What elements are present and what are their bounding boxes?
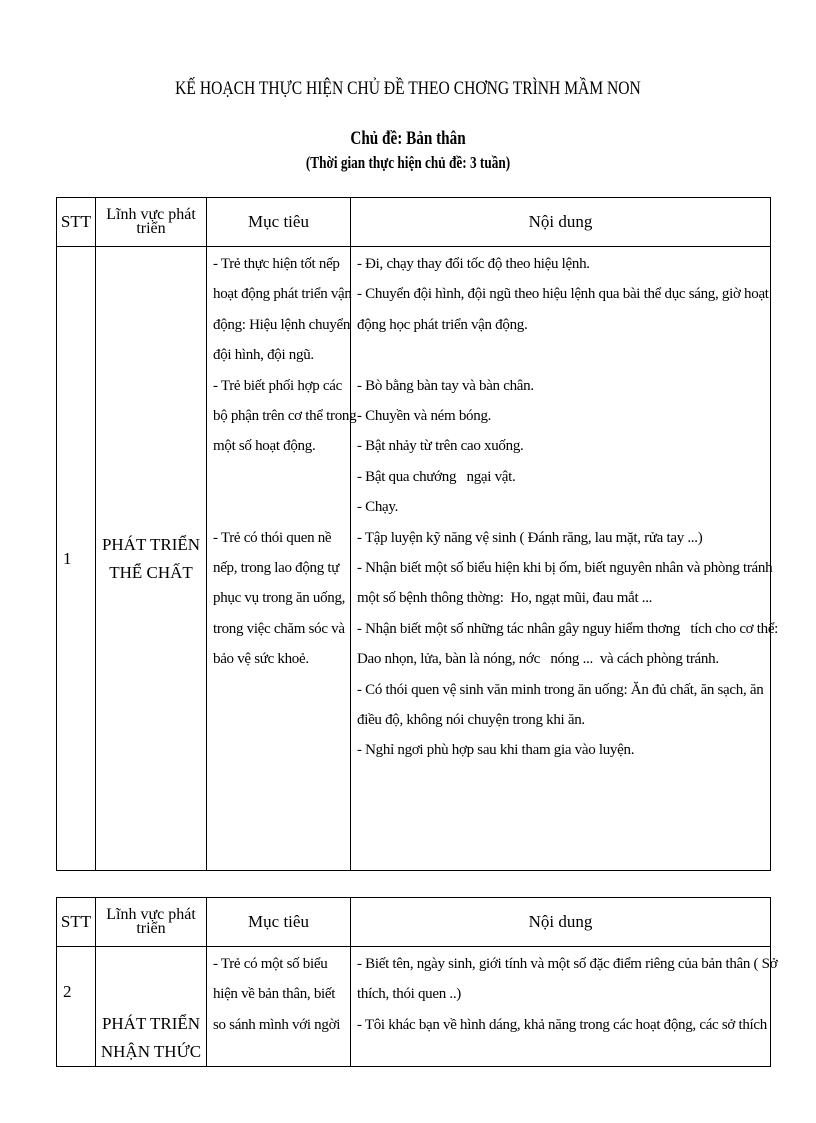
header-goals: Mục tiêu: [207, 198, 351, 247]
content-line: - Nhận biết một số biểu hiện khi bị ốm, biết nguyên nhân và phòng tránh: [357, 560, 773, 577]
row-content: [351, 247, 779, 871]
header-area: [96, 198, 207, 247]
goals-line: một số hoạt động.: [213, 438, 316, 455]
header-area-line1: Lĩnh vực phát: [106, 206, 196, 223]
content-list: [351, 947, 778, 1040]
row-area: [96, 947, 207, 1067]
goals-line: bộ phận trên cơ thể trong: [213, 408, 357, 425]
content-line: một số bệnh thông thờng: Ho, ngạt mũi, đau mắt ...: [357, 590, 653, 607]
table-row: [57, 247, 771, 871]
goals-line: - Trẻ biết phối hợp các: [213, 377, 342, 394]
header-area-line1: Lĩnh vực phát: [106, 906, 196, 923]
content-line: động học phát triển vận động.: [357, 316, 528, 333]
row-area-line2: THỂ CHẤT: [109, 562, 193, 582]
document-title: KẾ HOẠCH THỰC HIỆN CHỦ ĐỀ THEO CHƠNG TRÌNH MẦM NON: [175, 78, 641, 99]
content-line: - Đi, chạy thay đổi tốc độ theo hiệu lệnh.: [357, 256, 590, 272]
content-line: - Bật qua chướng ngại vật.: [357, 468, 516, 485]
goals-line: hoạt động phát triển vận: [213, 286, 352, 303]
header-area-line2: triển: [136, 920, 166, 937]
goals-list: [207, 247, 357, 675]
content-line: - Nhận biết một số những tác nhân gây nguy hiểm thơng tích cho cơ thể:: [357, 620, 779, 637]
content-line: - Chuyền và ném bóng.: [357, 408, 492, 425]
row-area-line1: PHÁT TRIỂN: [101, 1014, 201, 1033]
row-stt: 1: [57, 247, 96, 871]
goals-line: động: Hiệu lệnh chuyển: [213, 316, 351, 333]
goals-list: [207, 947, 350, 1040]
goals-line: - Trẻ có một số biểu: [213, 956, 328, 972]
content-line: - Có thói quen vệ sinh văn minh trong ăn uống: Ăn đủ chất, ăn sạch, ăn: [357, 681, 764, 698]
goals-line: hiện về bản thân, biết: [213, 986, 336, 1003]
content-line: - Bò bằng bàn tay và bàn chân.: [357, 377, 534, 394]
goals-line: trong việc chăm sóc và: [213, 620, 345, 637]
header-stt: STT: [57, 898, 96, 947]
goals-line: bảo vệ sức khoẻ.: [213, 651, 309, 668]
row-area: [96, 247, 207, 871]
table-header-row: [57, 198, 771, 247]
document-duration: (Thời gian thực hiện chủ đề: 3 tuần): [305, 153, 511, 172]
plan-table-1: [56, 197, 779, 871]
row-goals: [207, 247, 357, 871]
goals-line: nếp, trong lao động tự: [213, 560, 340, 577]
goals-line: - Trẻ có thói quen nề: [213, 529, 332, 546]
document-subtitle: Chủ đề: Bản thân: [350, 128, 466, 149]
content-line: - Biết tên, ngày sinh, giới tính và một số đặc điểm riêng của bản thân ( Sở: [357, 956, 778, 972]
table-header-row: [57, 898, 771, 947]
row-area-line1: PHÁT TRIỂN: [101, 534, 201, 554]
goals-line: phục vụ trong ăn uống,: [213, 590, 346, 607]
goals-line: [213, 462, 347, 492]
goals-line: - Trẻ thực hiện tốt nếp: [213, 256, 340, 272]
goals-line: [213, 492, 347, 522]
goals-line: đội hình, đội ngũ.: [213, 347, 314, 364]
row-area-line2: NHẬN THỨC: [100, 1042, 202, 1061]
content-line: - Tôi khác bạn về hình dáng, khả năng trong các hoạt động, các sở thích: [357, 1016, 767, 1033]
content-list: [351, 247, 779, 766]
header-area-line2: triển: [136, 220, 166, 237]
content-line: - Chuyển đội hình, đội ngũ theo hiệu lệnh qua bài thể dục sáng, giờ hoạt: [357, 286, 769, 303]
goals-line: so sánh mình với ngời: [213, 1016, 341, 1033]
content-line: - Bật nhảy từ trên cao xuống.: [357, 438, 524, 455]
row-content: [351, 947, 778, 1067]
content-line: - Tập luyện kỹ năng vệ sinh ( Đánh răng, lau mặt, rửa tay ...): [357, 529, 703, 546]
content-line: điều độ, không nói chuyện trong khi ăn.: [357, 712, 585, 729]
row-goals: [207, 947, 351, 1067]
header-content: Nội dung: [351, 198, 771, 247]
header-stt: STT: [57, 198, 96, 247]
content-line: thích, thói quen ..): [357, 986, 461, 1003]
content-line: [357, 340, 767, 370]
content-line: Dao nhọn, lửa, bàn là nóng, nớc nóng ... và cách phòng tránh.: [357, 651, 719, 668]
table-row: [57, 947, 771, 1067]
content-line: - Chạy.: [357, 499, 399, 516]
row-stt: 2: [57, 947, 96, 1067]
header-goals: Mục tiêu: [207, 898, 351, 947]
header-content: Nội dung: [351, 898, 771, 947]
content-line: - Nghỉ ngơi phù hợp sau khi tham gia vào luyện.: [357, 742, 635, 759]
header-area: [96, 898, 207, 947]
plan-table-2: [56, 897, 778, 1067]
